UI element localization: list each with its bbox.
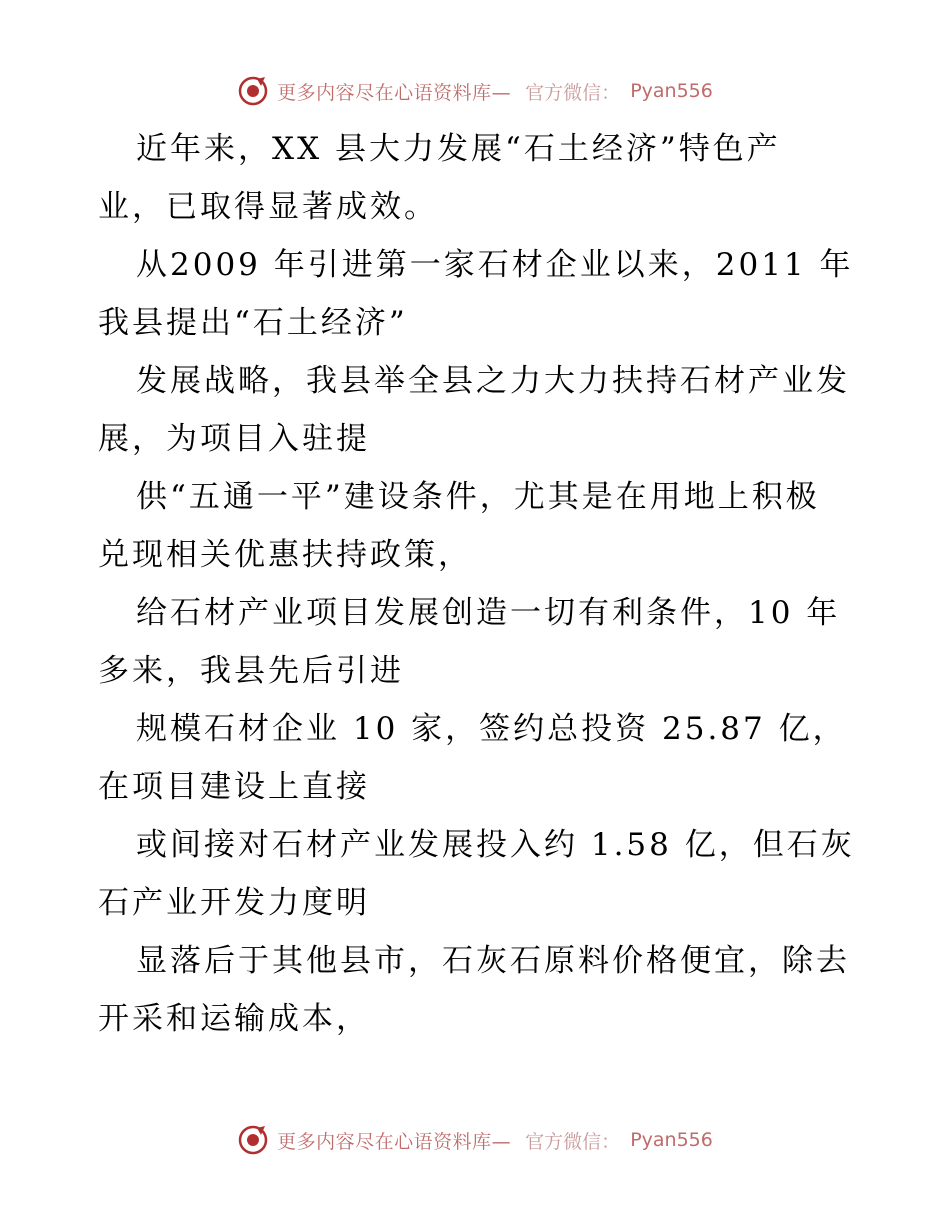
text-line: 石产业开发力度明	[98, 885, 370, 921]
text-line: 业，已取得显著成效。	[98, 189, 438, 225]
text-line: 供“五通一平”建设条件，尤其是在用地上积极	[136, 479, 820, 515]
text-line: 我县提出“石土经济”	[98, 305, 408, 341]
text-line: 展，为项目入驻提	[98, 421, 370, 457]
text-line: 发展战略，我县举全县之力大力扶持石材产业发	[136, 363, 850, 399]
pen-logo-icon	[237, 1124, 269, 1156]
text-line: 从2009 年引进第一家石材企业以来，2011 年	[136, 247, 854, 283]
watermark-wechat-id: Pyan556	[630, 1129, 713, 1151]
header-watermark	[0, 71, 950, 111]
text-line: 近年来，XX 县大力发展“石土经济”特色产	[136, 131, 781, 167]
text-line: 多来，我县先后引进	[98, 653, 404, 689]
text-line: 规模石材企业 10 家，签约总投资 25.87 亿，	[136, 711, 847, 747]
watermark-text: 更多内容尽在心语资料库—	[277, 81, 512, 104]
text-line: 兑现相关优惠扶持政策，	[98, 537, 472, 573]
watermark-text: 更多内容尽在心语资料库—	[277, 1130, 512, 1153]
watermark-wechat-label: 官方微信：	[525, 81, 621, 104]
text-line: 在项目建设上直接	[98, 769, 370, 805]
text-line: 给石材产业项目发展创造一切有利条件，10 年	[136, 595, 841, 631]
pen-logo-icon	[237, 75, 269, 107]
text-line: 或间接对石材产业发展投入约 1.58 亿，但石灰	[136, 827, 855, 863]
text-line: 显落后于其他县市，石灰石原料价格便宜，除去	[136, 943, 850, 979]
footer-watermark	[0, 1120, 950, 1160]
watermark-wechat-label: 官方微信：	[525, 1130, 621, 1153]
document-body	[98, 120, 858, 1048]
text-line: 开采和运输成本，	[98, 1001, 370, 1037]
watermark-wechat-id: Pyan556	[630, 80, 713, 102]
